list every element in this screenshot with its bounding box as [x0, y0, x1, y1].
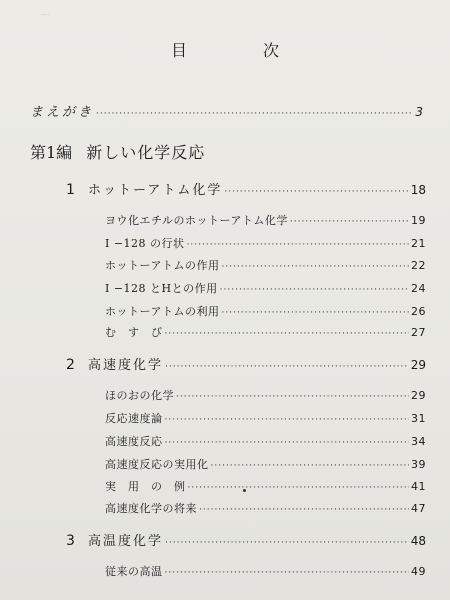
chapter-page: 48	[410, 534, 426, 548]
chapter-title: 高温度化学	[88, 534, 164, 549]
toc-preface-page: 3	[415, 105, 426, 119]
dot-leader	[188, 483, 410, 493]
toc-section	[105, 433, 426, 449]
toc-section	[105, 410, 426, 426]
section-label: I −128 とHとの作用	[105, 282, 218, 295]
section-label: 反応速度論	[105, 412, 163, 425]
section-page: 47	[411, 502, 426, 515]
section-label: I −128 の行状	[105, 237, 185, 250]
section-page: 19	[411, 214, 426, 227]
part-number: 第1編	[30, 143, 73, 162]
chapter-number: 2	[66, 357, 75, 373]
section-label: ホットーアトムの作用	[105, 259, 220, 272]
toc-section	[105, 257, 426, 273]
chapter-page: 29	[410, 358, 426, 372]
dot-leader	[165, 538, 409, 548]
section-label: ヨウ化エチルのホットーアトム化学	[105, 214, 288, 227]
section-label: 高速度反応	[105, 435, 163, 448]
section-label: ほのおの化学	[105, 389, 174, 402]
chapter-number: 1	[66, 182, 75, 198]
toc-section	[105, 456, 426, 472]
toc-section	[105, 235, 426, 251]
dot-leader	[199, 505, 409, 515]
section-page: 27	[411, 326, 426, 339]
dot-leader	[165, 329, 410, 339]
ink-speck	[243, 489, 246, 492]
section-page: 22	[411, 259, 426, 272]
toc-chapter	[66, 354, 426, 373]
section-page: 39	[411, 458, 426, 471]
section-page: 49	[411, 565, 426, 578]
dot-leader	[165, 415, 410, 425]
dot-leader	[290, 217, 409, 227]
dot-leader	[165, 568, 410, 578]
dot-leader	[165, 438, 410, 448]
section-page: 26	[411, 305, 426, 318]
toc-section	[105, 563, 426, 579]
toc-section	[105, 324, 426, 340]
part-title: 新しい化学反応	[86, 143, 206, 162]
section-page: 21	[411, 237, 426, 250]
chapter-heading	[66, 179, 222, 198]
page-title: 目 次	[170, 41, 309, 60]
section-label: 実 用 の 例	[105, 480, 186, 493]
toc-section	[105, 280, 426, 296]
toc-preface	[30, 101, 426, 120]
section-page: 29	[411, 389, 426, 402]
chapter-number: 3	[66, 533, 75, 549]
toc-chapter	[66, 179, 426, 198]
bleed-through-text: ー	[40, 8, 326, 21]
section-label: 従来の高温	[105, 565, 163, 578]
toc-section	[105, 303, 426, 319]
dot-leader	[187, 240, 409, 250]
toc-chapter	[66, 530, 426, 549]
section-label: む す び	[105, 326, 163, 339]
chapter-heading	[66, 530, 163, 549]
dot-leader	[211, 461, 410, 471]
section-page: 31	[411, 412, 426, 425]
toc-section	[105, 387, 426, 403]
section-label: 高速度反応の実用化	[105, 458, 209, 471]
section-page: 34	[411, 435, 426, 448]
dot-leader	[224, 187, 408, 197]
dot-leader	[96, 109, 413, 119]
chapter-title: ホットーアトム化学	[88, 183, 223, 198]
toc-section	[105, 500, 426, 516]
chapter-heading	[66, 354, 163, 373]
toc-section	[105, 478, 426, 494]
dot-leader	[221, 308, 409, 318]
chapter-page: 18	[410, 183, 426, 197]
section-label: ホットーアトムの利用	[105, 305, 220, 318]
toc-section	[105, 212, 426, 228]
dot-leader	[165, 362, 409, 372]
toc-part-heading	[30, 140, 205, 163]
section-label: 高速度化学の将来	[105, 502, 197, 515]
section-page: 24	[411, 282, 426, 295]
chapter-title: 高速度化学	[88, 358, 164, 373]
toc-preface-label: まえがき	[30, 105, 95, 120]
dot-leader	[220, 285, 409, 295]
section-page: 41	[411, 480, 426, 493]
dot-leader	[176, 392, 409, 402]
dot-leader	[221, 262, 409, 272]
